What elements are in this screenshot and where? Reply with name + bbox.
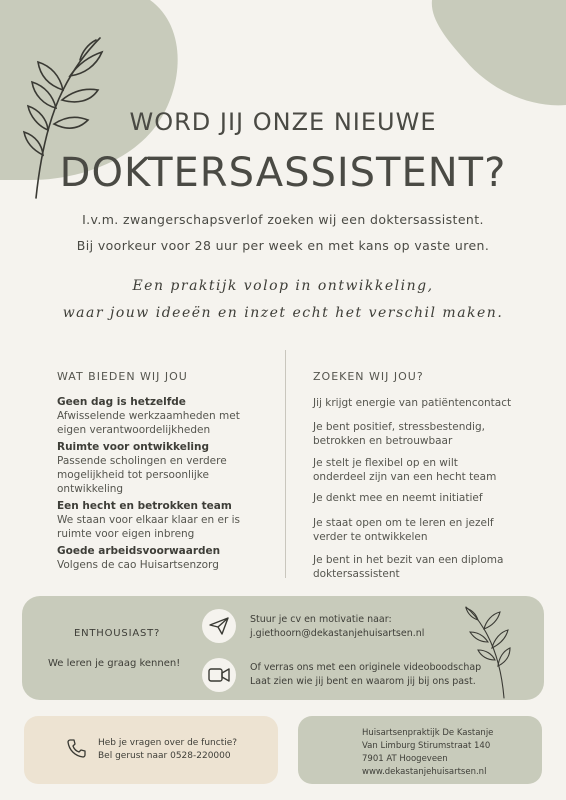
intro-line2: Bij voorkeur voor 28 uur per week en met kans op vaste uren. — [76, 238, 490, 253]
seek-item-text: onderdeel zijn van een hecht team — [313, 471, 497, 483]
offer-item-text: eigen verantwoordelijkheden — [57, 424, 211, 436]
video-instruction: Of verras ons met een originele videoboodschap — [250, 662, 482, 673]
seek-item — [313, 456, 533, 484]
seek-item-text: Jij krijgt energie van patiëntencontact — [313, 397, 512, 409]
heading-line2: DOKTERSASSISTENT? — [59, 150, 507, 196]
seek-item — [313, 396, 533, 410]
learn-label: We leren je graag kennen! — [48, 658, 181, 669]
offer-item-text: Passende scholingen en verdere — [57, 455, 227, 467]
offer-item-heading: Geen dag is hetzelfde — [57, 396, 186, 408]
video-instruction-sub: Laat zien wie jij bent en waarom jij bij ons past. — [250, 676, 476, 687]
blob-top-right — [420, 0, 566, 110]
seek-item — [313, 420, 533, 448]
seek-item-text: Je stelt je flexibel op en wilt — [313, 457, 458, 469]
seek-item-text: Je staat open om te leren en jezelf — [313, 517, 494, 529]
offer-item — [57, 499, 277, 541]
practice-name: Huisartsenpraktijk De Kastanje — [362, 728, 494, 738]
tagline-line1: Een praktijk volop in ontwikkeling, — [132, 278, 434, 294]
offer-item-text: ruimte voor eigen inbreng — [57, 528, 195, 540]
paper-plane-icon — [202, 609, 236, 643]
video-camera-icon — [202, 658, 236, 692]
offer-item — [57, 395, 277, 437]
offer-item-text: mogelijkheid tot persoonlijke — [57, 469, 209, 481]
seek-item-text: Je denkt mee en neemt initiatief — [313, 492, 483, 504]
offer-item-heading: Ruimte voor ontwikkeling — [57, 441, 210, 453]
offer-item-text: Afwisselende werkzaamheden met — [57, 410, 240, 422]
seek-title: ZOEKEN WIJ JOU? — [313, 370, 424, 383]
practice-street: Van Limburg Stirumstraat 140 — [362, 741, 491, 751]
offer-title: WAT BIEDEN WIJ JOU — [57, 370, 188, 383]
practice-city: 7901 AT Hoogeveen — [362, 754, 448, 764]
questions-phone[interactable]: Bel gerust naar 0528-220000 — [98, 751, 231, 761]
seek-item-text: Je bent positief, stressbestendig, — [313, 421, 485, 433]
practice-website-link[interactable]: www.dekastanjehuisartsen.nl — [362, 767, 487, 777]
offer-item-text: ontwikkeling — [57, 483, 124, 495]
seek-item-text: verder te ontwikkelen — [313, 531, 428, 543]
seek-item-text: doktersassistent — [313, 568, 400, 580]
offer-item-heading: Een hecht en betrokken team — [57, 500, 232, 512]
offer-item-heading: Goede arbeidsvoorwaarden — [57, 545, 221, 557]
offer-item-text: We staan voor elkaar klaar en er is — [57, 514, 241, 526]
column-divider — [285, 350, 286, 578]
enthusiast-label: ENTHOUSIAST? — [74, 628, 161, 639]
seek-item — [313, 553, 533, 581]
questions-line1: Heb je vragen over de functie? — [98, 738, 238, 748]
mail-instruction: Stuur je cv en motivatie naar: — [250, 614, 392, 625]
mail-address-link[interactable]: j.giethoorn@dekastanjehuisartsen.nl — [250, 628, 425, 639]
offer-item — [57, 544, 277, 572]
intro-line1: I.v.m. zwangerschapsverlof zoeken wij een doktersassistent. — [82, 212, 484, 227]
heading-line1: WORD JIJ ONZE NIEUWE — [129, 108, 437, 136]
offer-item-text: Volgens de cao Huisartsenzorg — [57, 559, 219, 571]
seek-item-text: betrokken en betrouwbaar — [313, 435, 453, 447]
seek-item — [313, 491, 533, 505]
tagline-line2: waar jouw ideeën en inzet echt het verschil maken. — [62, 305, 504, 321]
offer-item — [57, 440, 277, 496]
leaf-branch-icon — [462, 604, 512, 700]
questions-panel — [24, 716, 278, 784]
phone-icon — [66, 738, 86, 758]
seek-item-text: Je bent in het bezit van een diploma — [313, 554, 504, 566]
seek-item — [313, 516, 533, 544]
